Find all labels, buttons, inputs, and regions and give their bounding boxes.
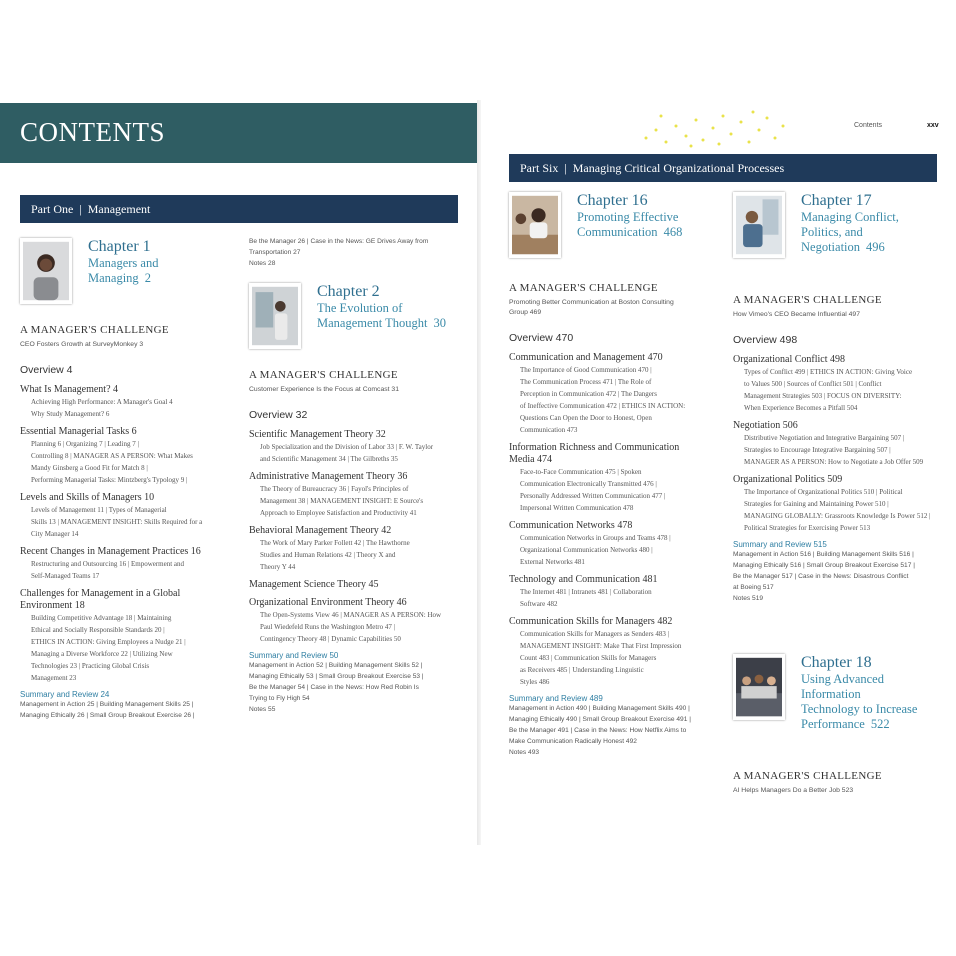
toc-subentry[interactable]: Strategies for Gaining and Maintaining Power 510 | <box>744 500 889 508</box>
toc-subentry[interactable]: The Importance of Organizational Politics 510 | Political <box>744 488 903 496</box>
chapter-2-heading[interactable] <box>249 283 464 363</box>
chapter-18-heading[interactable] <box>733 654 948 764</box>
chapter-2-summary[interactable]: Summary and Review 50 <box>249 651 339 660</box>
toc-subentry[interactable]: Ethical and Socially Responsible Standards 20 | <box>31 626 165 634</box>
toc-subentry[interactable]: The Open-Systems View 46 | MANAGER AS A PERSON: How <box>260 611 442 619</box>
toc-subentry[interactable]: Theory Y 44 <box>260 563 296 571</box>
toc-subentry[interactable]: Communication Electronically Transmitted 476 | <box>520 480 657 488</box>
chapter-17-title-line2: Politics, and <box>801 225 863 239</box>
toc-subentry[interactable]: Mandy Ginsberg a Good Fit for Match 8 | <box>31 464 148 472</box>
toc-section-heading[interactable]: Technology and Communication 481 <box>509 574 658 585</box>
toc-section-heading[interactable]: Communication Skills for Managers 482 <box>509 616 673 627</box>
toc-subentry[interactable]: Communication Networks in Groups and Teams 478 | <box>520 534 671 542</box>
toc-subentry[interactable]: Management Strategies 503 | FOCUS ON DIVERSITY: <box>744 392 902 400</box>
chapter-17-page: 496 <box>866 240 885 254</box>
toc-subentry[interactable]: The Work of Mary Parker Follett 42 | The Hawthorne <box>260 539 410 547</box>
toc-line[interactable]: Managing Ethically 53 | Small Group Breakout Exercise 53 | <box>249 673 424 680</box>
toc-subentry[interactable]: Levels of Management 11 | Types of Managerial <box>31 506 167 514</box>
toc-subentry[interactable]: Distributive Negotiation and Integrative Bargaining 507 | <box>744 434 905 442</box>
toc-subentry[interactable]: Paul Wiedefeld Runs the Washington Metro 47 | <box>260 623 396 631</box>
chapter-17-challenge: A MANAGER'S CHALLENGE <box>733 294 882 306</box>
chapter-2-photo <box>249 283 301 349</box>
chapter-16-summary[interactable]: Summary and Review 489 <box>509 694 603 703</box>
toc-subentry[interactable]: Studies and Human Relations 42 | Theory X and <box>260 551 396 559</box>
chapter-17-summary-lines <box>733 549 948 604</box>
toc-subentry[interactable]: External Networks 481 <box>520 558 585 566</box>
chapter-16-challenge: A MANAGER'S CHALLENGE <box>509 282 658 294</box>
chapter-17-column <box>733 192 948 796</box>
toc-section-heading[interactable]: Scientific Management Theory 32 <box>249 429 386 440</box>
toc-section-heading[interactable]: Administrative Management Theory 36 <box>249 471 408 482</box>
chapter-18-photo <box>733 654 785 720</box>
toc-section-heading[interactable]: Organizational Conflict 498 <box>733 354 846 365</box>
chapter-1-heading[interactable] <box>20 238 235 318</box>
chapter-1-column <box>20 238 235 721</box>
chapter-16-photo <box>509 192 561 258</box>
contents-banner <box>0 103 477 163</box>
chapter-16-column <box>509 192 724 758</box>
toc-section-heading[interactable]: Communication and Management 470 <box>509 352 663 363</box>
chapter-2-challenge: A MANAGER'S CHALLENGE <box>249 369 398 381</box>
toc-line[interactable]: Notes 493 <box>509 749 540 756</box>
toc-line[interactable]: Notes 28 <box>249 260 276 267</box>
contents-title: CONTENTS <box>20 117 165 147</box>
toc-subentry[interactable]: City Manager 14 <box>31 530 79 538</box>
right-page <box>481 100 956 845</box>
toc-line[interactable]: Be the Manager 26 | Case in the News: GE Drives Away from <box>249 238 429 245</box>
toc-section-heading[interactable]: Recent Changes in Management Practices 16 <box>20 546 201 557</box>
toc-section-heading[interactable]: Information Richness and Communication <box>509 442 680 453</box>
toc-subentry[interactable]: The Internet 481 | Intranets 481 | Collaboration <box>520 588 652 596</box>
toc-line[interactable]: Managing Ethically 490 | Small Group Breakout Exercise 491 | <box>509 716 691 723</box>
toc-section-heading[interactable]: What Is Management? 4 <box>20 384 119 395</box>
part-one-bar: Part One | Management <box>20 195 458 223</box>
chapter-1-summary-lines <box>20 699 235 721</box>
toc-subentry[interactable]: Management 38 | MANAGEMENT INSIGHT: E Source's <box>260 497 424 505</box>
chapter-17-summary[interactable]: Summary and Review 515 <box>733 540 827 549</box>
chapter-1-sections <box>20 384 235 684</box>
chapter-17-sections <box>733 354 948 534</box>
part-six-bar: Part Six | Managing Critical Organizational Processes <box>509 154 937 182</box>
part-label: Part One <box>31 202 74 216</box>
toc-section-heading[interactable]: Communication Networks 478 <box>509 520 633 531</box>
chapter-1-summary[interactable]: Summary and Review 24 <box>20 690 110 699</box>
chapter-18-title-line1: Using Advanced <box>801 672 884 686</box>
toc-section-heading[interactable]: Behavioral Management Theory 42 <box>249 525 392 536</box>
toc-subentry[interactable]: Contingency Theory 48 | Dynamic Capabilities 50 <box>260 635 401 643</box>
toc-subentry[interactable]: Questions Can Open the Door to Honest, Open <box>520 414 652 422</box>
toc-line[interactable]: at Boeing 517 <box>733 584 774 591</box>
chapter-18-page: 522 <box>870 717 890 731</box>
chapter-17-challenge-sub[interactable]: How Vimeo's CEO Became Influential 497 <box>733 311 860 318</box>
chapter-18-number: Chapter 18 <box>801 654 872 671</box>
decorative-dots <box>641 108 791 148</box>
toc-subentry[interactable]: Communication Skills for Managers as Senders 483 | <box>520 630 669 638</box>
toc-subentry[interactable]: Management 23 <box>31 674 77 682</box>
chapter-1-title-line2: Managing <box>88 271 139 285</box>
chapter-1-page: 2 <box>144 271 151 285</box>
chapter-1-continued <box>249 236 464 269</box>
toc-subentry[interactable]: MANAGING GLOBALLY: Grassroots Knowledge Is Power 512 | <box>744 512 931 520</box>
chapter-2-sections <box>249 429 464 645</box>
chapter-2-page: 30 <box>433 316 447 330</box>
toc-line[interactable]: Be the Manager 491 | Case in the News: How Netflix Aims to <box>509 727 687 734</box>
toc-section-heading[interactable]: Levels and Skills of Managers 10 <box>20 492 155 503</box>
toc-subentry[interactable]: Political Strategies for Exercising Power 513 <box>744 524 871 532</box>
toc-subentry[interactable]: Software 482 <box>520 600 558 608</box>
toc-section-heading[interactable]: Organizational Environment Theory 46 <box>249 597 407 608</box>
chapter-16-overview[interactable]: Overview 470 <box>509 332 574 344</box>
toc-subentry[interactable]: Perception in Communication 472 | The Dangers <box>520 390 657 398</box>
toc-line[interactable]: Be the Manager 54 | Case in the News: How Red Robin Is <box>249 684 419 691</box>
toc-subentry[interactable]: Building Competitive Advantage 18 | Maintaining <box>31 614 172 622</box>
toc-line[interactable]: Management in Action 490 | Building Management Skills 490 | <box>509 705 690 712</box>
toc-subentry[interactable]: Planning 6 | Organizing 7 | Leading 7 | <box>31 440 139 448</box>
chapter-2-summary-lines <box>249 660 464 715</box>
toc-line[interactable]: Managing Ethically 516 | Small Group Breakout Exercise 517 | <box>733 562 915 569</box>
toc-subentry[interactable]: The Importance of Good Communication 470 | <box>520 366 652 374</box>
toc-subentry[interactable]: When Experience Becomes a Pitfall 504 <box>744 404 858 412</box>
toc-subentry[interactable]: Technologies 23 | Practicing Global Crisis <box>31 662 150 670</box>
chapter-1-overview[interactable]: Overview 4 <box>20 364 73 376</box>
part-name: Managing Critical Organizational Processes <box>572 161 785 175</box>
chapter-17-title-line3: Negotiation <box>801 240 861 254</box>
toc-subentry[interactable]: Approach to Employee Satisfaction and Productivity 41 <box>260 509 417 517</box>
toc-subentry[interactable]: Job Specialization and the Division of Labor 33 | F. W. Taylor <box>260 443 434 451</box>
toc-line[interactable]: Management in Action 516 | Building Management Skills 516 | <box>733 551 914 558</box>
chapter-16-challenge-sub2[interactable]: Group 469 <box>509 309 542 316</box>
toc-subentry[interactable]: Controlling 8 | MANAGER AS A PERSON: What Makes <box>31 452 193 460</box>
running-head: Contents <box>854 122 883 129</box>
chapter-1-title-line1: Managers and <box>88 256 159 270</box>
chapter-18-challenge: A MANAGER'S CHALLENGE <box>733 770 882 782</box>
toc-line[interactable]: Managing Ethically 26 | Small Group Breakout Exercise 26 | <box>20 712 195 719</box>
part-label: Part Six <box>520 161 559 175</box>
running-page-number: xxv <box>927 122 939 129</box>
chapter-1-photo <box>20 238 72 304</box>
toc-subentry[interactable]: MANAGEMENT INSIGHT: Make That First Impression <box>520 642 682 650</box>
chapter-16-heading[interactable] <box>509 192 724 276</box>
chapter-17-title-line1: Managing Conflict, <box>801 210 899 224</box>
toc-subentry[interactable]: Skills 13 | MANAGEMENT INSIGHT: Skills Required for a <box>31 518 203 526</box>
chapter-18-title-line3: Technology to Increase <box>801 702 918 716</box>
toc-subentry[interactable]: ETHICS IN ACTION: Giving Employees a Nudge 21 | <box>31 638 186 646</box>
chapter-17-photo <box>733 192 785 258</box>
toc-subentry[interactable]: Face-to-Face Communication 475 | Spoken <box>520 468 642 476</box>
toc-line[interactable]: Management in Action 52 | Building Management Skills 52 | <box>249 662 423 669</box>
chapter-17-overview[interactable]: Overview 498 <box>733 334 798 346</box>
toc-subentry[interactable]: Managing a Diverse Workforce 22 | Utilizing New <box>31 650 173 658</box>
toc-section-heading-cont[interactable]: Environment 18 <box>20 600 85 611</box>
toc-line[interactable]: Be the Manager 517 | Case in the News: Disastrous Conflict <box>733 573 909 580</box>
toc-subentry[interactable]: Organizational Communication Networks 480 | <box>520 546 653 554</box>
toc-line[interactable]: Transportation 27 <box>249 249 301 256</box>
toc-subentry[interactable]: Strategies to Encourage Integrative Bargaining 507 | <box>744 446 891 454</box>
chapter-2-title-line2: Management Thought <box>317 316 428 330</box>
chapter-1-challenge-sub[interactable]: CEO Fosters Growth at SurveyMonkey 3 <box>20 341 144 348</box>
toc-subentry[interactable]: Styles 486 <box>520 678 550 686</box>
toc-subentry[interactable]: Impersonal Written Communication 478 <box>520 504 634 512</box>
toc-subentry[interactable]: Communication 473 <box>520 426 578 434</box>
chapter-16-number: Chapter 16 <box>577 192 648 209</box>
toc-subentry[interactable]: Restructuring and Outsourcing 16 | Empowerment and <box>31 560 185 568</box>
chapter-18-title-line2: Information <box>801 687 861 701</box>
toc-subentry[interactable]: to Values 500 | Sources of Conflict 501 | Conflict <box>744 380 882 388</box>
toc-section-heading[interactable]: Management Science Theory 45 <box>249 579 379 590</box>
toc-subentry[interactable]: of Ineffective Communication 472 | ETHICS IN ACTION: <box>520 402 686 410</box>
toc-subentry[interactable]: Achieving High Performance: A Manager's Goal 4 <box>31 398 173 406</box>
toc-subentry[interactable]: Performing Managerial Tasks: Mintzberg's Typology 9 | <box>31 476 188 484</box>
toc-section-heading[interactable]: Essential Managerial Tasks 6 <box>20 426 137 437</box>
chapter-2-number: Chapter 2 <box>317 283 380 300</box>
toc-subentry[interactable]: The Communication Process 471 | The Role of <box>520 378 652 386</box>
part-name: Management <box>87 202 151 216</box>
toc-line[interactable]: Management in Action 25 | Building Management Skills 25 | <box>20 701 194 708</box>
chapter-16-sections <box>509 352 724 688</box>
chapter-18-challenge-sub[interactable]: AI Helps Managers Do a Better Job 523 <box>733 787 854 794</box>
toc-section-heading-cont[interactable]: Media 474 <box>509 454 553 465</box>
toc-section-heading[interactable]: Organizational Politics 509 <box>733 474 843 485</box>
chapter-2-challenge-sub[interactable]: Customer Experience Is the Focus at Comcast 31 <box>249 386 399 393</box>
toc-subentry[interactable]: and Scientific Management 34 | The Gilbreths 35 <box>260 455 398 463</box>
chapter-2-overview[interactable]: Overview 32 <box>249 409 308 421</box>
toc-line[interactable]: Trying to Fly High 54 <box>249 695 310 702</box>
chapter-16-summary-lines <box>509 703 724 758</box>
chapter-2-title-line1: The Evolution of <box>317 301 403 315</box>
toc-subentry[interactable]: MANAGER AS A PERSON: How to Negotiate a Job Offer 509 <box>744 458 924 466</box>
toc-subentry[interactable]: Types of Conflict 499 | ETHICS IN ACTION: Giving Voice <box>744 368 913 376</box>
chapter-17-number: Chapter 17 <box>801 192 872 209</box>
chapter-16-title-line1: Promoting Effective <box>577 210 679 224</box>
chapter-16-page: 468 <box>663 225 683 239</box>
toc-subentry[interactable]: Self-Managed Teams 17 <box>31 572 100 580</box>
chapter-2-column <box>249 236 464 715</box>
chapter-16-title-line2: Communication <box>577 225 658 239</box>
toc-subentry[interactable]: The Theory of Bureaucracy 36 | Fayol's Principles of <box>260 485 409 493</box>
toc-section-heading[interactable]: Challenges for Management in a Global <box>20 588 181 599</box>
toc-section-heading[interactable]: Negotiation 506 <box>733 420 798 431</box>
chapter-1-challenge: A MANAGER'S CHALLENGE <box>20 324 169 336</box>
toc-line[interactable]: Notes 519 <box>733 595 764 602</box>
toc-subentry[interactable]: Personally Addressed Written Communication 477 | <box>520 492 666 500</box>
chapter-16-challenge-sub[interactable]: Promoting Better Communication at Boston Consulting <box>509 299 674 306</box>
chapter-18-title-line4: Performance <box>801 717 865 731</box>
toc-line[interactable]: Notes 55 <box>249 706 276 713</box>
toc-subentry[interactable]: Why Study Management? 6 <box>31 410 110 418</box>
toc-subentry[interactable]: Count 483 | Communication Skills for Managers <box>520 654 657 662</box>
chapter-17-heading[interactable] <box>733 192 948 288</box>
left-page <box>0 100 478 845</box>
chapter-1-number: Chapter 1 <box>88 238 151 255</box>
toc-line[interactable]: Make Communication Radically Honest 492 <box>509 738 637 745</box>
toc-subentry[interactable]: as Receivers 485 | Understanding Linguistic <box>520 666 644 674</box>
